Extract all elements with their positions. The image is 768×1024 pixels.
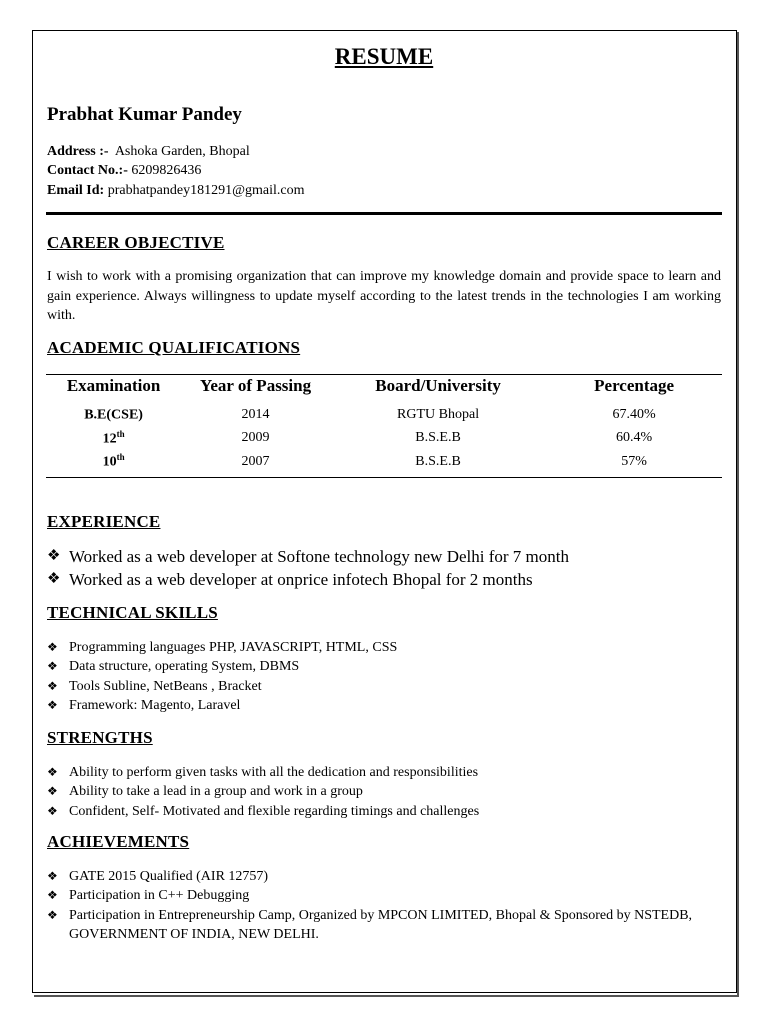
column-header: Board/University bbox=[375, 375, 501, 395]
board-cell: RGTU Bhopal bbox=[397, 406, 480, 422]
year-cell: 2007 bbox=[241, 453, 270, 469]
diamond-bullet-icon: ❖ bbox=[47, 640, 58, 654]
exam-cell: B.E(CSE) bbox=[84, 408, 143, 424]
percentage-cell: 67.40% bbox=[612, 406, 656, 422]
achievements-list bbox=[47, 867, 721, 944]
strengths-list bbox=[47, 763, 479, 821]
resume-title: RESUME bbox=[334, 44, 434, 69]
list-item: ❖ Participation in C++ Debugging bbox=[47, 886, 721, 905]
academic-table bbox=[46, 375, 722, 474]
year-cell: 2009 bbox=[241, 430, 270, 446]
diamond-bullet-icon: ❖ bbox=[47, 548, 61, 564]
list-item: ❖ Worked as a web developer at onprice infotech Bhopal for 2 months bbox=[47, 570, 533, 589]
diamond-bullet-icon: ❖ bbox=[47, 869, 58, 883]
board-cell: B.S.E.B bbox=[415, 453, 461, 469]
email-line bbox=[47, 183, 304, 199]
diamond-bullet-icon: ❖ bbox=[47, 659, 58, 674]
column-header: Percentage bbox=[594, 375, 675, 395]
year-cell: 2014 bbox=[241, 406, 270, 422]
list-item: ❖ Participation in Entrepreneurship Camp, Organized by MPCON LIMITED, Bhopal & Sponsored by NSTEDB, GOVERNMENT OF INDIA, NEW DELHI. bbox=[47, 907, 693, 942]
diamond-bullet-icon: ❖ bbox=[47, 784, 58, 799]
table-row bbox=[46, 450, 722, 474]
phone-value: 6209826436 bbox=[131, 163, 202, 178]
column-header: Year of Passing bbox=[199, 375, 312, 395]
percentage-cell: 60.4% bbox=[616, 430, 653, 446]
diamond-bullet-icon: ❖ bbox=[47, 907, 58, 922]
address-label: Address :- bbox=[47, 144, 109, 159]
career-objective-text: I wish to work with a promising organization that can improve my knowledge domain and provide space to learn and gain experience. Always willingness to update myself according to the latest trends in the technologies I am working with. bbox=[47, 269, 721, 323]
diamond-bullet-icon: ❖ bbox=[47, 803, 58, 818]
candidate-name: Prabhat Kumar Pandey bbox=[47, 104, 242, 125]
experience-heading: EXPERIENCE bbox=[47, 512, 161, 531]
exam-cell: 10th bbox=[102, 452, 125, 471]
phone-label: Contact No.:- bbox=[47, 163, 128, 178]
address-line bbox=[47, 144, 250, 160]
diamond-bullet-icon: ❖ bbox=[47, 888, 58, 903]
list-item: ❖ Ability to perform given tasks with all the dedication and responsibilities bbox=[47, 763, 479, 782]
diamond-bullet-icon: ❖ bbox=[47, 697, 58, 712]
list-item: ❖ Data structure, operating System, DBMS bbox=[47, 657, 397, 676]
exam-cell: 12th bbox=[102, 428, 125, 447]
table-row bbox=[46, 427, 722, 451]
list-item: ❖ Programming languages PHP, JAVASCRIPT, HTML, CSS bbox=[47, 638, 397, 657]
career-objective-heading: CAREER OBJECTIVE bbox=[47, 233, 225, 252]
academic-heading: ACADEMIC QUALIFICATIONS bbox=[47, 338, 301, 357]
technical-skills-list bbox=[47, 638, 397, 715]
email-value: prabhatpandey181291@gmail.com bbox=[107, 183, 305, 198]
list-item: ❖ Ability to take a lead in a group and work in a group bbox=[47, 782, 479, 801]
table-bottom-rule bbox=[46, 477, 722, 478]
table-row bbox=[46, 403, 722, 427]
diamond-bullet-icon: ❖ bbox=[47, 571, 61, 587]
list-item: ❖ Worked as a web developer at Softone technology new Delhi for 7 month bbox=[47, 547, 569, 566]
percentage-cell: 57% bbox=[621, 453, 647, 469]
phone-line bbox=[47, 163, 201, 179]
list-item: ❖ Confident, Self- Motivated and flexible regarding timings and challenges bbox=[47, 802, 479, 821]
strengths-heading: STRENGTHS bbox=[47, 728, 153, 747]
table-header-row bbox=[46, 375, 722, 396]
experience-list bbox=[47, 545, 569, 591]
email-label: Email Id: bbox=[47, 183, 105, 198]
list-item: ❖ Tools Subline, NetBeans , Bracket bbox=[47, 677, 397, 696]
column-header: Examination bbox=[66, 375, 161, 395]
diamond-bullet-icon: ❖ bbox=[47, 765, 58, 779]
list-item: ❖ GATE 2015 Qualified (AIR 12757) bbox=[47, 867, 721, 886]
board-cell: B.S.E.B bbox=[415, 430, 461, 446]
diamond-bullet-icon: ❖ bbox=[47, 678, 58, 693]
technical-skills-heading: TECHNICAL SKILLS bbox=[47, 603, 218, 622]
address-value: Ashoka Garden, Bhopal bbox=[114, 144, 250, 159]
achievements-heading: ACHIEVEMENTS bbox=[47, 832, 190, 851]
list-item: ❖ Framework: Magento, Laravel bbox=[47, 696, 397, 715]
header-divider bbox=[46, 212, 722, 215]
